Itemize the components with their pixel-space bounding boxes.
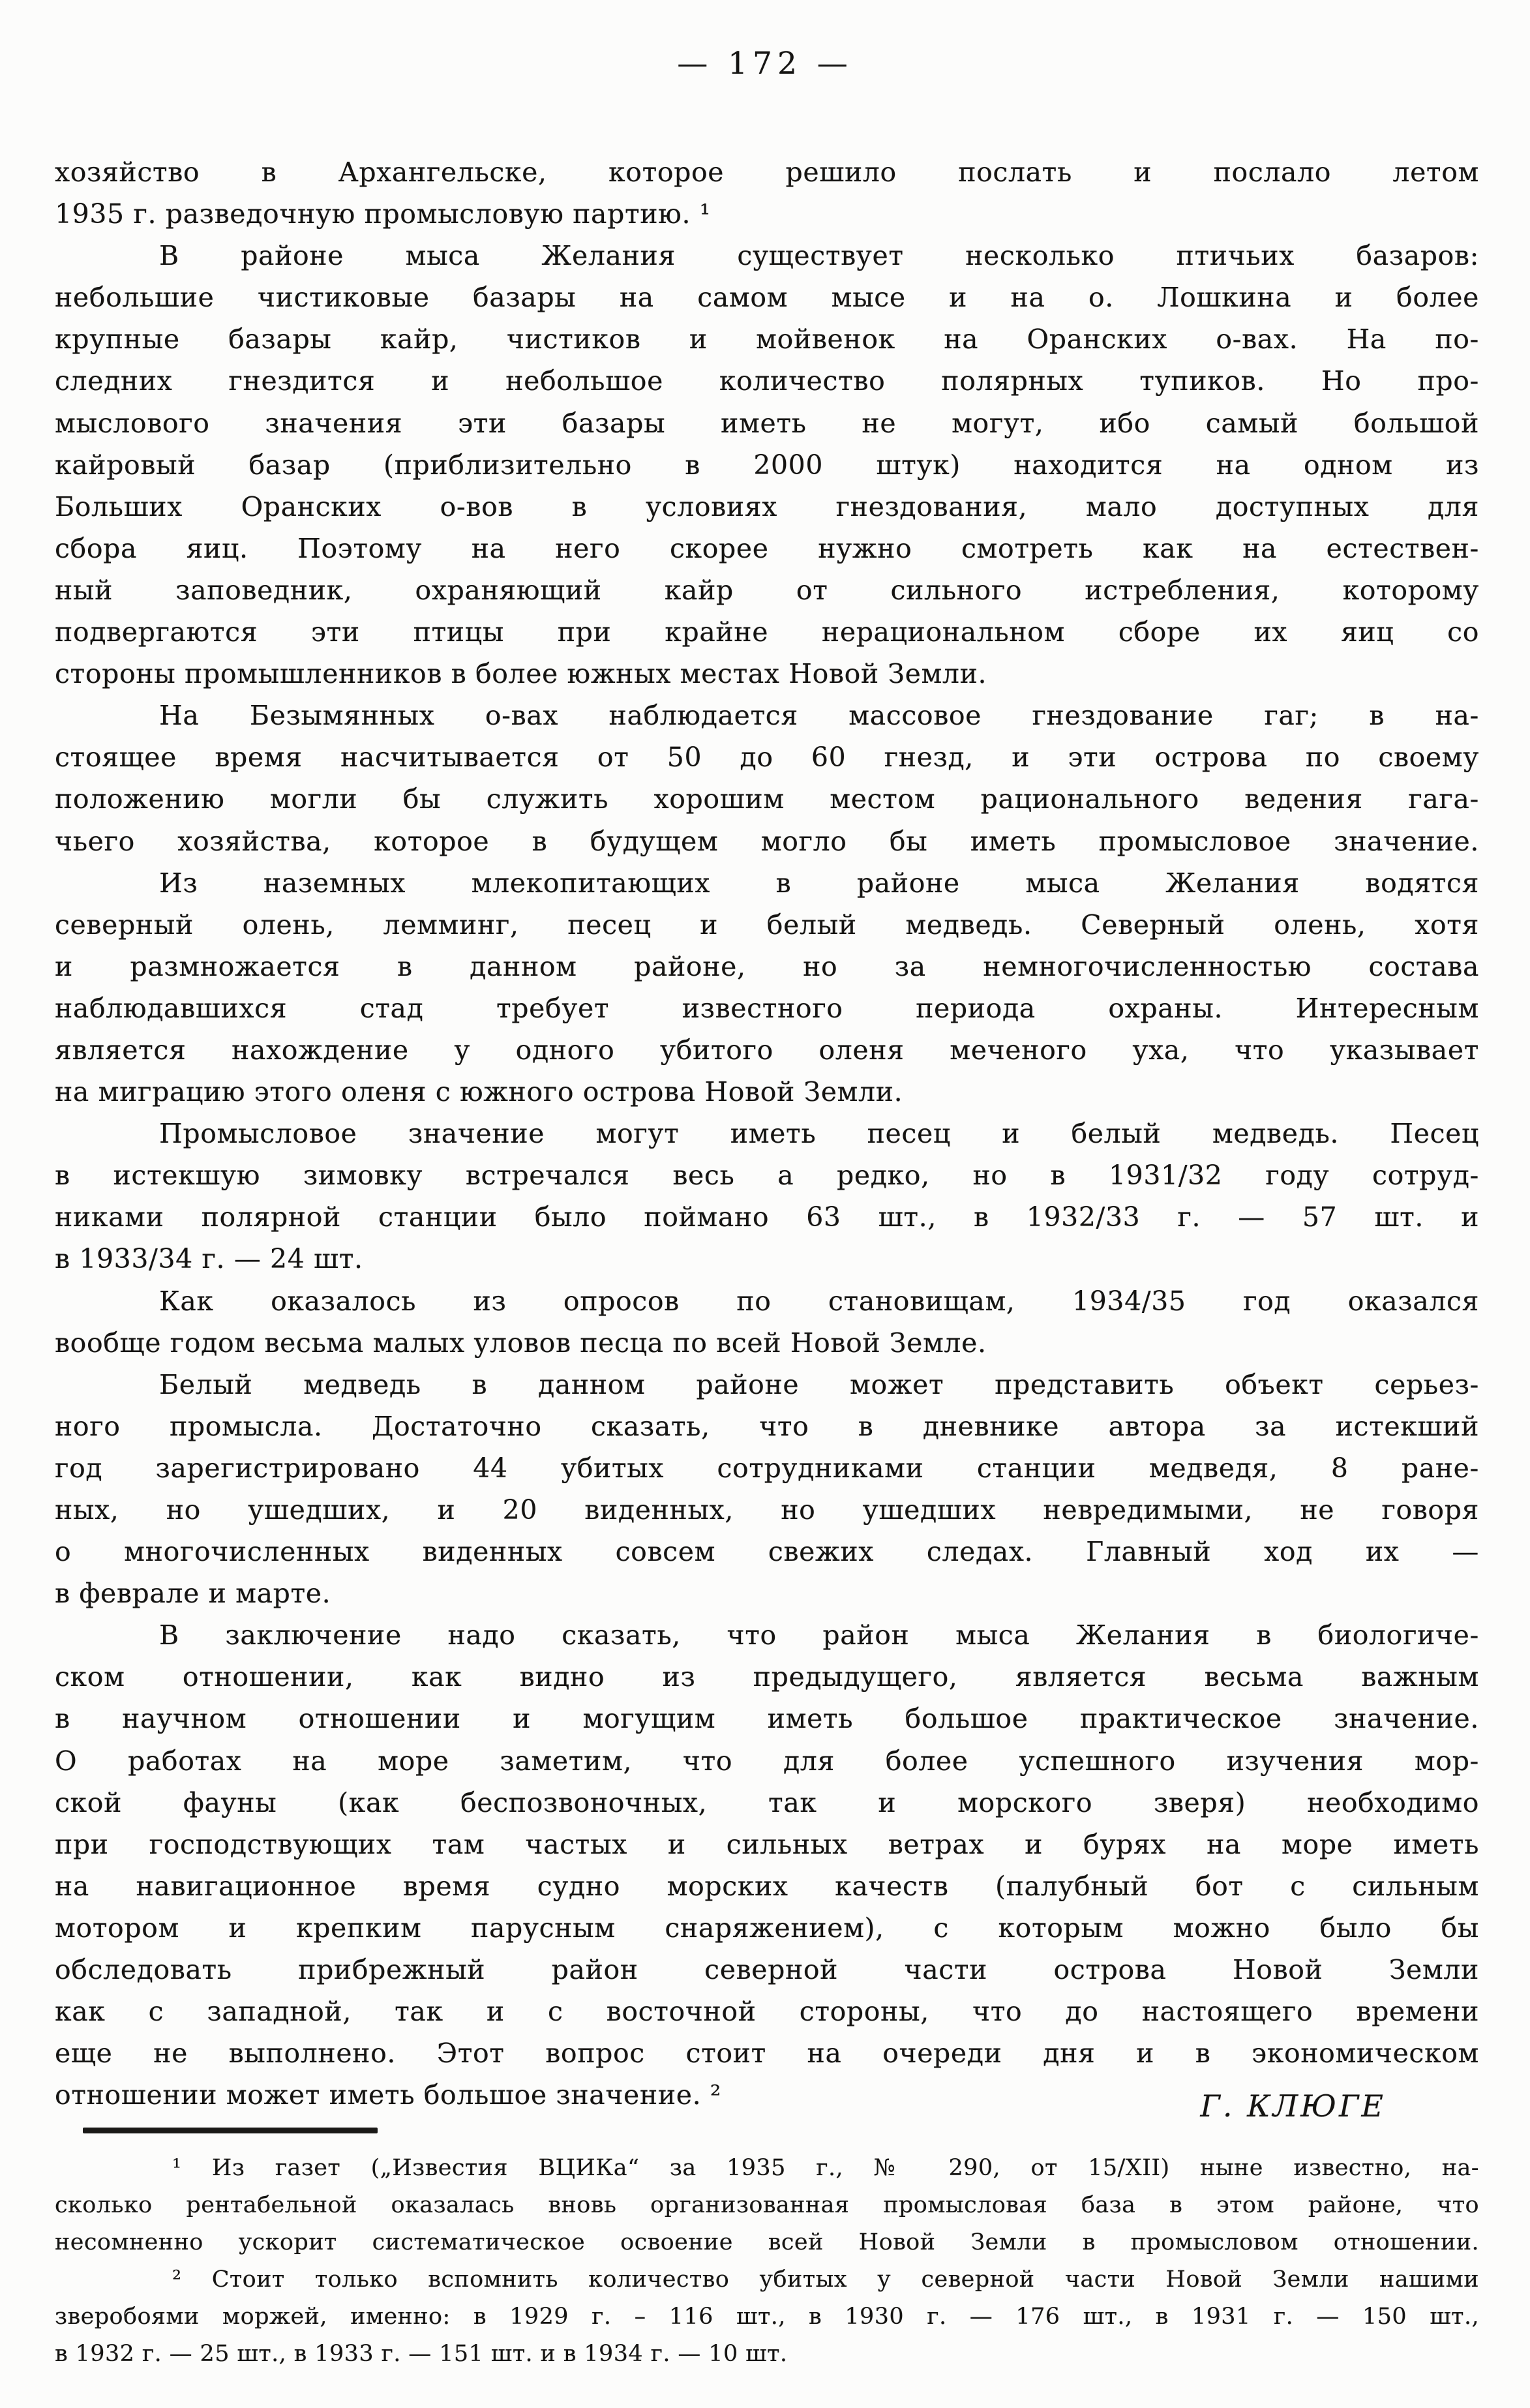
body-text-line: положению могли бы служить хорошим местом рационального ведения гага- — [55, 783, 1479, 815]
body-text-line: о многочисленных виденных совсем свежих следах. Главный ход их — — [55, 1536, 1479, 1568]
footnote-line: в 1932 г. — 25 шт., в 1933 г. — 151 шт. и в 1934 г. — 10 шт. — [55, 2341, 788, 2367]
body-text-line: 1935 г. разведочную промысловую партию. ¹ — [55, 198, 711, 230]
body-text-line: В заключение надо сказать, что район мыса Желания в биологиче- — [159, 1619, 1479, 1651]
body-text-line: как с западной, так и с восточной стороны, что до настоящего времени — [55, 1996, 1479, 2028]
body-text-line: стороны промышленников в более южных местах Новой Земли. — [55, 658, 987, 690]
body-text-line: В районе мыса Желания существует несколько птичьих базаров: — [159, 240, 1479, 272]
body-text-line: в научном отношении и могущим иметь большое практическое значение. — [55, 1703, 1479, 1735]
footnote-line: зверобоями моржей, именно: в 1929 г. – 116 шт., в 1930 г. — 176 шт., в 1931 г. — 150 шт., — [55, 2304, 1479, 2330]
body-text-line: Как оказалось из опросов по становищам, 1934/35 год оказался — [159, 1285, 1479, 1317]
body-text-block — [55, 151, 1479, 2116]
footnote-line: ² Стоит только вспомнить количество убитых у северной части Новой Земли нашими — [172, 2266, 1479, 2293]
page-number-header: — 172 — — [677, 46, 853, 82]
body-text-line: в 1933/34 г. — 24 шт. — [55, 1243, 363, 1275]
body-text-line: хозяйство в Архангельске, которое решило послать и послало летом — [55, 157, 1479, 188]
body-text-line: северный олень, лемминг, песец и белый медведь. Северный олень, хотя — [55, 909, 1479, 941]
body-text-line: чьего хозяйства, которое в будущем могло бы иметь промысловое значение. — [55, 825, 1479, 857]
footnote-line: сколько рентабельной оказалась вновь организованная промысловая база в этом районе, что — [55, 2192, 1479, 2218]
body-text-line: ного промысла. Достаточно сказать, что в дневнике автора за истекший — [55, 1410, 1479, 1442]
body-text-line: крупные базары кайр, чистиков и мойвенок на Оранских о-вах. На по- — [55, 324, 1479, 355]
body-text-line: Промысловое значение могут иметь песец и белый медведь. Песец — [159, 1118, 1479, 1150]
body-text-line: при господствующих там частых и сильных ветрах и бурях на море иметь — [55, 1828, 1479, 1860]
body-text-line: наблюдавшихся стад требует известного периода охраны. Интересным — [55, 992, 1479, 1024]
footnotes-block — [55, 2150, 1479, 2373]
body-text-line: Белый медведь в данном районе может представить объект серьез- — [159, 1368, 1479, 1400]
body-text-line: на навигационное время судно морских качеств (палубный бот с сильным — [55, 1870, 1479, 1902]
body-text-line: является нахождение у одного убитого оленя меченого уха, что указывает — [55, 1034, 1479, 1066]
body-text-line: О работах на море заметим, что для более успешного изучения мор- — [55, 1745, 1479, 1777]
body-text-line: сбора яиц. Поэтому на него скорее нужно смотреть как на естествен- — [55, 532, 1479, 564]
body-text-line: обследовать прибрежный район северной части острова Новой Земли — [55, 1954, 1479, 1986]
body-text-line: На Безымянных о-вах наблюдается массовое гнездование гаг; в на- — [159, 700, 1479, 732]
footnote-line: ¹ Из газет („Известия ВЦИКа“ за 1935 г., № 290, от 15/XII) ныне известно, на- — [172, 2155, 1479, 2181]
body-text-line: в истекшую зимовку встречался весь а редко, но в 1931/32 году сотруд- — [55, 1160, 1479, 1192]
body-text-line: стоящее время насчитывается от 50 до 60 гнезд, и эти острова по своему — [55, 742, 1479, 774]
body-text-line: год зарегистрировано 44 убитых сотрудниками станции медведя, 8 ране- — [55, 1452, 1479, 1484]
body-text-line: ском отношении, как видно из предыдущего, является весьма важным — [55, 1661, 1479, 1693]
body-text-line: Больших Оранских о-вов в условиях гнездования, мало доступных для — [55, 490, 1479, 522]
footnote-separator-rule — [83, 2128, 378, 2133]
body-text-line: следних гнездится и небольшое количество полярных тупиков. Но про- — [55, 365, 1479, 397]
body-text-line: никами полярной станции было поймано 63 шт., в 1932/33 г. — 57 шт. и — [55, 1201, 1479, 1233]
author-signature: Г. КЛЮГЕ — [1200, 2088, 1386, 2124]
body-text-line: Из наземных млекопитающих в районе мыса Желания водятся — [159, 867, 1479, 899]
body-text-line: и размножается в данном районе, но за немногочисленностью состава — [55, 950, 1479, 982]
body-text-line: кайровый базар (приблизительно в 2000 штук) находится на одном из — [55, 449, 1479, 481]
body-text-line: в феврале и марте. — [55, 1578, 331, 1610]
body-text-line: еще не выполнено. Этот вопрос стоит на очереди дня и в экономическом — [55, 2038, 1479, 2069]
body-text-line: небольшие чистиковые базары на самом мысе и на о. Лошкина и более — [55, 282, 1479, 314]
body-text-line: ных, но ушедших, и 20 виденных, но ушедших невредимыми, не говоря — [55, 1494, 1479, 1526]
body-text-line: на миграцию этого оленя с южного острова Новой Земли. — [55, 1076, 903, 1108]
body-text-line: ный заповедник, охраняющий кайр от сильного истребления, которому — [55, 574, 1479, 606]
body-text-line: отношении может иметь большое значение. ² — [55, 2079, 721, 2111]
body-text-line: мыслового значения эти базары иметь не могут, ибо самый большой — [55, 407, 1479, 439]
body-text-line: ской фауны (как беспозвоночных, так и морского зверя) необходимо — [55, 1786, 1479, 1818]
body-text-line: подвергаются эти птицы при крайне нерациональном сборе их яиц со — [55, 616, 1479, 648]
body-text-line: мотором и крепким парусным снаряжением), с которым можно было бы — [55, 1912, 1479, 1944]
body-text-line: вообще годом весьма малых уловов песца по всей Новой Земле. — [55, 1327, 987, 1359]
footnote-line: несомненно ускорит систематическое освоение всей Новой Земли в промысловом отношении. — [55, 2229, 1479, 2255]
